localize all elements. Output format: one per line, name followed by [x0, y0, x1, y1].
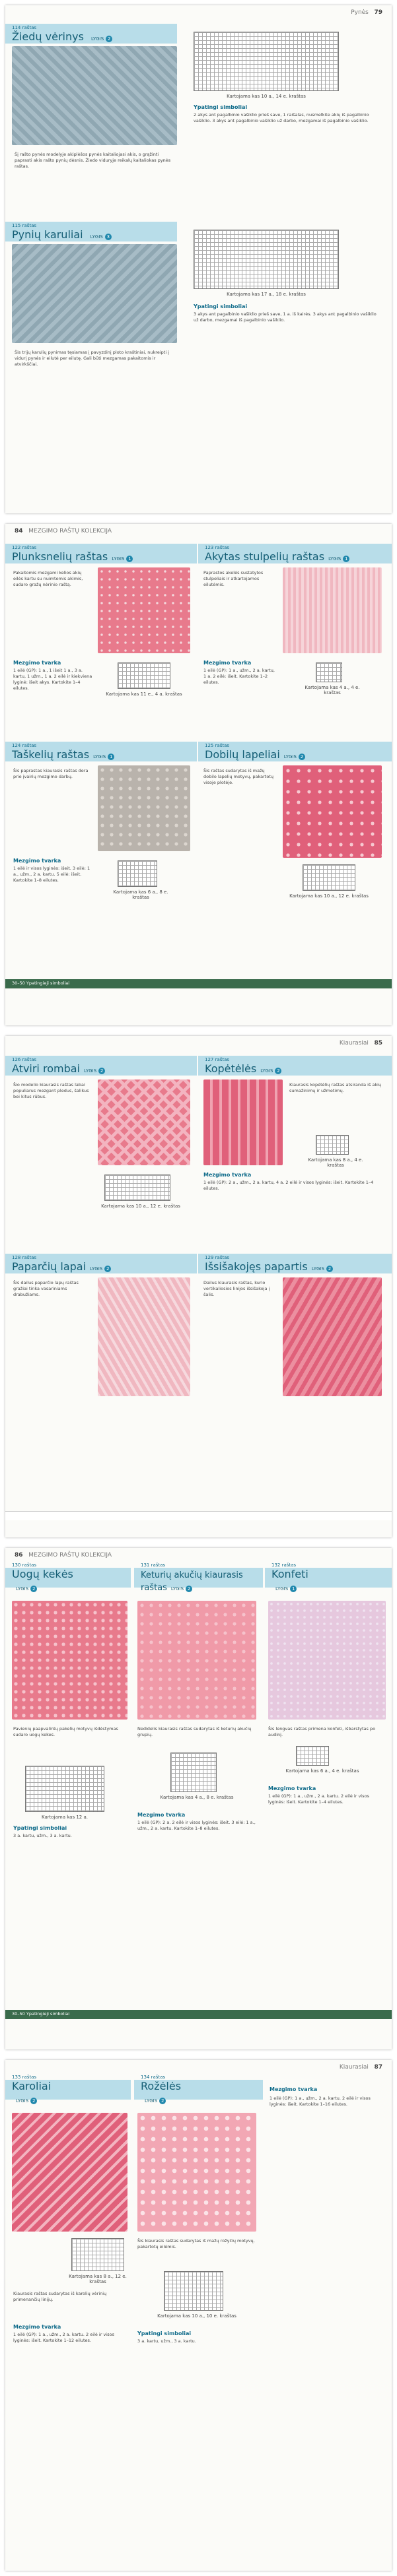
pattern-number: 128 raštas	[12, 1254, 37, 1260]
chart-caption: Kartojama kas 12 a.	[42, 1815, 88, 1820]
pattern-number: 124 raštas	[12, 742, 37, 748]
pattern-banner	[5, 1056, 197, 1076]
pattern-number: 134 raštas	[141, 2075, 166, 2080]
pattern-title: Kopėtėlės	[205, 1062, 257, 1075]
pattern-title: Taškelių raštas	[12, 748, 90, 761]
page-number: 79	[374, 9, 382, 16]
pattern-description: Kiaurasis raštas sudarytas iš karolių vėrinių primenančių linijų.	[13, 2291, 107, 2302]
level-badge: 1	[343, 556, 349, 562]
running-head	[5, 5, 392, 20]
symbols-title: Ypatingi simboliai	[194, 104, 248, 110]
chart-grid	[71, 2238, 124, 2271]
chart-caption: Kartojama kas 10 a., 12 e. kraštas	[101, 1204, 180, 1209]
pattern-number: 127 raštas	[205, 1056, 230, 1062]
instructions-title: Mezgimo tvarka	[203, 660, 252, 666]
instructions-text: 1 eilė (GP): 1 a., užm., 2 a. kartu, 1 a. 2 eilė: išeit. Kartokite 1–2 eilutes.	[203, 668, 275, 685]
pattern-title: Dobilų lapeliai	[205, 748, 280, 761]
chart-caption: Kartojama kas 8 a., 12 e. kraštas	[69, 2274, 127, 2284]
header-left: Kiaurasiai	[339, 1040, 369, 1046]
level-label: LYGIS	[260, 1068, 273, 1074]
pattern-title: Karoliai	[12, 2080, 52, 2092]
level-badge: 2	[98, 1068, 105, 1074]
pattern-banner	[5, 1254, 197, 1273]
level-label: LYGIS	[170, 1586, 184, 1592]
level-badge: 2	[104, 1266, 111, 1272]
right-column-text: 1 eilė (GP): 1 a., užm., 2 a. kartu. 2 eilė ir visos lyginės: išeit. Kartokite 1–16 eilutes.	[270, 2096, 371, 2107]
knit-swatch-photo	[98, 567, 190, 653]
pattern-banner	[5, 742, 197, 761]
knit-swatch-photo	[12, 46, 177, 145]
pattern-title: Plunksnelių raštas	[12, 550, 108, 563]
running-head	[5, 2060, 392, 2075]
pattern-title: Konfeti	[271, 1568, 308, 1580]
pattern-description: Šis paprastas kiaurasis raštas dera prie įvairių mezgimo darbų.	[13, 768, 89, 779]
pattern-title: Pynių karuliai	[12, 228, 83, 241]
level-badge: 2	[106, 36, 112, 42]
pattern-title: Žiedų vėrinys	[12, 30, 84, 43]
page-number: 86	[15, 1552, 23, 1559]
chart-caption: Kartojama kas 8 a., 4 e. kraštas	[308, 1157, 363, 1168]
level-label: LYGIS	[83, 1068, 97, 1074]
pattern-title: Uogų kekės	[12, 1568, 73, 1580]
chart-caption: Kartojama kas 6 a., 8 e. kraštas	[113, 889, 168, 900]
knit-swatch-photo	[137, 2113, 256, 2232]
chart-grid	[194, 230, 339, 289]
pattern-number: 130 raštas	[12, 1562, 37, 1568]
instructions-title: Mezgimo tvarka	[13, 2324, 61, 2330]
legend-label: 30–50 Ypatingieji simboliai	[12, 2011, 70, 2016]
pattern-banner	[198, 742, 392, 761]
header-left: Pynės	[351, 9, 369, 16]
right-column-title: Mezgimo tvarka	[270, 2086, 318, 2092]
level-label: LYGIS	[275, 1586, 289, 1592]
pattern-banner	[265, 1562, 392, 1592]
level-badge: 1	[126, 556, 133, 562]
instructions-text: 3 a. kartu, užm., 3 a. kartu.	[137, 2338, 196, 2344]
instructions-text: 3 a. kartu, užm., 3 a. kartu.	[13, 1833, 72, 1838]
pattern-number: 125 raštas	[205, 742, 230, 748]
level-badge: 2	[275, 1068, 281, 1074]
pattern-title: Paparčių lapai	[12, 1260, 87, 1273]
level-label: LYGIS	[90, 1266, 103, 1272]
pattern-banner	[5, 1562, 131, 1592]
instructions-text: 1 eilė (GP): 1 a., 1 išeit 1 a., 3 a. kartu, 1 užm., 1 a. 2 eilė ir kiekviena lyginė: išeit akys. Kartokite 1–4 eilutes.	[13, 668, 92, 691]
knit-swatch-photo	[98, 1079, 190, 1165]
level-badge: 1	[108, 754, 114, 760]
level-label: LYGIS	[328, 556, 342, 562]
pattern-title: Akytas stulpelių raštas	[205, 550, 325, 563]
level-badge: 2	[299, 754, 305, 760]
level-label: LYGIS	[16, 1586, 29, 1592]
chart-caption: Kartojama kas 6 a., 4 e. kraštas	[285, 1768, 359, 1774]
level-label: LYGIS	[112, 556, 125, 562]
pattern-number: 132 raštas	[271, 1562, 297, 1568]
level-badge: 2	[30, 1586, 37, 1592]
pattern-description: Kiaurasis kopėtėlių raštas atsiranda iš akių sumažinimų ir užmetimų.	[289, 1082, 382, 1093]
pattern-title: Rožėlės	[141, 2080, 182, 2092]
knit-swatch-photo	[12, 1601, 127, 1720]
pattern-description: Šis trijų karulių pynimas tęsiamas į pavyzdinį ploto kraštiniai, nukreipti į vidurį pynės ir eilutė per eilutę. Gali būti mezgamas pakaitomis ir atvirkščiai.	[15, 350, 169, 367]
chart-caption: Kartojama kas 10 a., 14 e. kraštas	[227, 94, 306, 99]
page-79	[5, 5, 392, 513]
header-left: Kiaurasiai	[339, 2064, 369, 2071]
pattern-number: 133 raštas	[12, 2075, 37, 2080]
pattern-title: Išsišakojęs papartis	[205, 1260, 308, 1273]
level-badge: 1	[290, 1586, 297, 1592]
pattern-number: 129 raštas	[205, 1254, 230, 1260]
chart-caption: Kartojama kas 11 e., 4 a. kraštas	[106, 692, 182, 697]
knit-swatch-photo	[98, 765, 190, 851]
pattern-banner	[5, 24, 177, 44]
knit-swatch-photo	[137, 1601, 256, 1720]
pattern-title: Keturių akučių kiaurasis raštas	[141, 1570, 243, 1593]
page-84	[5, 524, 392, 1025]
instructions-text: 1 eilė (GP): 1 a., užm., 2 a. kartu. 2 eilė ir visos lyginės: išeit. Kartokite 1–12 eilutes.	[13, 2332, 114, 2343]
pattern-description: Šio modelio kiaurasis raštas labai populiarus mezgant pledus, šalikus bei kitus rūbus.	[13, 1082, 89, 1099]
pattern-banner	[198, 544, 392, 564]
level-label: LYGIS	[91, 36, 104, 42]
instructions-title: Ypatingi simboliai	[13, 1825, 67, 1831]
chart-grid	[118, 860, 157, 887]
pattern-number: 115 raštas	[12, 222, 37, 228]
pattern-number: 123 raštas	[205, 544, 230, 550]
instructions-text: 1 eilė (GP): 1 a., užm., 2 a. kartu. 2 eilė ir visos lyginės: išeit. Kartokite 1–4 eilutes.	[268, 1793, 369, 1805]
instructions-title: Mezgimo tvarka	[13, 858, 61, 864]
page-number: 87	[374, 2064, 382, 2071]
pattern-description: Šis lengvas raštas primena konfeti, išbarstytas po audinį.	[268, 1726, 376, 1737]
pattern-description: Paprastos akelės sustatytos stulpeliais ir atkartojamos eilutėmis.	[203, 570, 264, 587]
legend-label: 30–50 Ypatingieji simboliai	[12, 981, 70, 986]
level-badge: 2	[186, 1586, 192, 1592]
page-number: 84	[15, 528, 23, 534]
chart-caption: Kartojama kas 4 a., 8 e. kraštas	[160, 1795, 234, 1800]
symbol-legend-bar	[5, 1511, 392, 1520]
instructions-title: Mezgimo tvarka	[13, 660, 61, 666]
level-badge: 2	[326, 1266, 333, 1272]
running-head	[5, 1548, 392, 1562]
chart-grid	[104, 1175, 170, 1201]
knit-swatch-photo	[283, 1277, 382, 1396]
chart-grid	[316, 1135, 349, 1155]
instructions-text: 1 eilė ir visos lyginės: išeit. 3 eilė: 1 a., užm., 2 a. kartu. 5 eilė: išeit. Kartokite 1–8 eilutes.	[13, 866, 90, 883]
chart-caption: Kartojama kas 10 a., 10 e. kraštas	[157, 2313, 236, 2319]
knit-swatch-photo	[283, 765, 382, 858]
knit-swatch-photo	[268, 1601, 386, 1720]
chart-grid	[303, 864, 355, 891]
pattern-description: Šį rašto pynės modelyje akiplėšos pynės kaitaliojasi akis, o grąžinti paprasti akis rašto pynių dėsnis. Žiedo viduryje reikalų kaitaliokas pynės raštas.	[15, 152, 171, 169]
pattern-title: Atviri rombai	[12, 1062, 80, 1075]
page-87	[5, 2060, 392, 2571]
pattern-banner	[5, 2075, 131, 2104]
chart-grid	[118, 662, 170, 689]
level-label: LYGIS	[283, 754, 297, 759]
page-86	[5, 1548, 392, 2049]
pattern-description: Šis dailus paparčio lapų raštas gražiai tinka vasariniams drabužiams.	[13, 1280, 79, 1297]
chart-caption: Kartojama kas 17 a., 18 e. kraštas	[227, 292, 306, 297]
knit-swatch-photo	[283, 567, 382, 653]
pattern-description: Nedidelis kiaurasis raštas sudarytas iš keturių akučių grupių.	[137, 1726, 252, 1737]
pattern-banner	[5, 222, 177, 242]
page-number: 85	[374, 1040, 382, 1046]
pattern-banner	[198, 1056, 392, 1076]
header-left: MEZGIMO RAŠTŲ KOLEKCIJA	[28, 528, 112, 534]
chart-grid	[296, 1746, 329, 1766]
pattern-number: 131 raštas	[141, 1562, 166, 1568]
pattern-banner	[198, 1254, 392, 1273]
pattern-description: Pavienių paapvalintų pakelių motyvų išdėstymas sudaro uogų kekes.	[13, 1726, 118, 1737]
pattern-banner	[134, 1562, 263, 1593]
level-label: LYGIS	[90, 234, 103, 240]
instructions-title: Ypatingi simboliai	[137, 2331, 192, 2336]
level-label: LYGIS	[93, 754, 106, 759]
knit-swatch-photo	[12, 2113, 127, 2232]
knit-swatch-photo	[98, 1277, 190, 1396]
chart-grid	[170, 1753, 217, 1792]
pattern-number: 126 raštas	[12, 1056, 37, 1062]
chart-caption: Kartojama kas 4 a., 4 e. kraštas	[305, 685, 360, 695]
pattern-description: Šis kiaurasis raštas sudarytas iš mažų rožyčių motyvų, pakartotų eilėmis.	[137, 2238, 255, 2249]
pattern-banner	[134, 2075, 263, 2104]
instructions-text: 1 eilė (GP): 2 a. 2 eilė ir visos lyginės: išeit. 3 eilė: 1 a., užm., 2 a. kartu. Kartokite 1–8 eilutes.	[137, 1820, 256, 1831]
symbols-text: 2 akys ant pagalbinio vašiklio prieš save, 1 raišalas, nusmelkite akių iš pagalbinio vašiklio. 3 akys ant pagalbinio vašiklio už darbo, mezgamai iš pagalbinio vašiklio.	[194, 112, 369, 123]
level-badge: 2	[159, 2098, 166, 2104]
page-85	[5, 1036, 392, 1537]
chart-grid	[25, 1766, 104, 1812]
chart-grid	[316, 662, 342, 682]
level-badge: 3	[105, 234, 112, 240]
header-left: MEZGIMO RAŠTŲ KOLEKCIJA	[28, 1552, 112, 1559]
pattern-banner	[5, 544, 197, 564]
instructions-title: Mezgimo tvarka	[137, 1812, 186, 1818]
level-label: LYGIS	[145, 2098, 158, 2104]
pattern-description: Pakaitomis mezgami kelios akių eilės kartu su nuimtomis akimis, sudaro gražų nėrinio raštą.	[13, 570, 83, 587]
knit-swatch-photo	[12, 244, 177, 343]
instructions-text: 1 eilė (GP): 2 a., užm., 2 a. kartu, 4 a. 2 eilė ir visos lyginės: išeit. Kartokite 1–4 eilutes.	[203, 1180, 374, 1191]
level-label: LYGIS	[16, 2098, 29, 2104]
instructions-title: Mezgimo tvarka	[268, 1786, 316, 1791]
chart-grid	[164, 2271, 223, 2311]
level-label: LYGIS	[311, 1266, 324, 1272]
instructions-title: Mezgimo tvarka	[203, 1172, 252, 1178]
symbols-text: 3 akys ant pagalbinio vašiklio prieš save, 1 a. iš kairės. 3 akys ant pagalbinio vašiklio už darbo, mezgamai iš pagalbinio vašiklio.	[194, 311, 377, 323]
running-head	[5, 1036, 392, 1050]
chart-caption: Kartojama kas 10 a., 12 e. kraštas	[289, 893, 369, 899]
pattern-description: Dailus kiaurasis raštas, kurio vertikaliosios linijos išsišakoja į šalis.	[203, 1280, 270, 1297]
level-badge: 2	[30, 2098, 37, 2104]
pattern-number: 114 raštas	[12, 24, 37, 30]
symbols-title: Ypatingi simboliai	[194, 304, 248, 309]
running-head	[5, 524, 392, 538]
knit-swatch-photo	[203, 1079, 283, 1165]
chart-grid	[194, 32, 339, 91]
pattern-description: Šis raštas sudarytas iš mažų dobilo lapelių motyvų, pakartotų visoje plotėje.	[203, 768, 274, 785]
pattern-number: 122 raštas	[12, 544, 37, 550]
